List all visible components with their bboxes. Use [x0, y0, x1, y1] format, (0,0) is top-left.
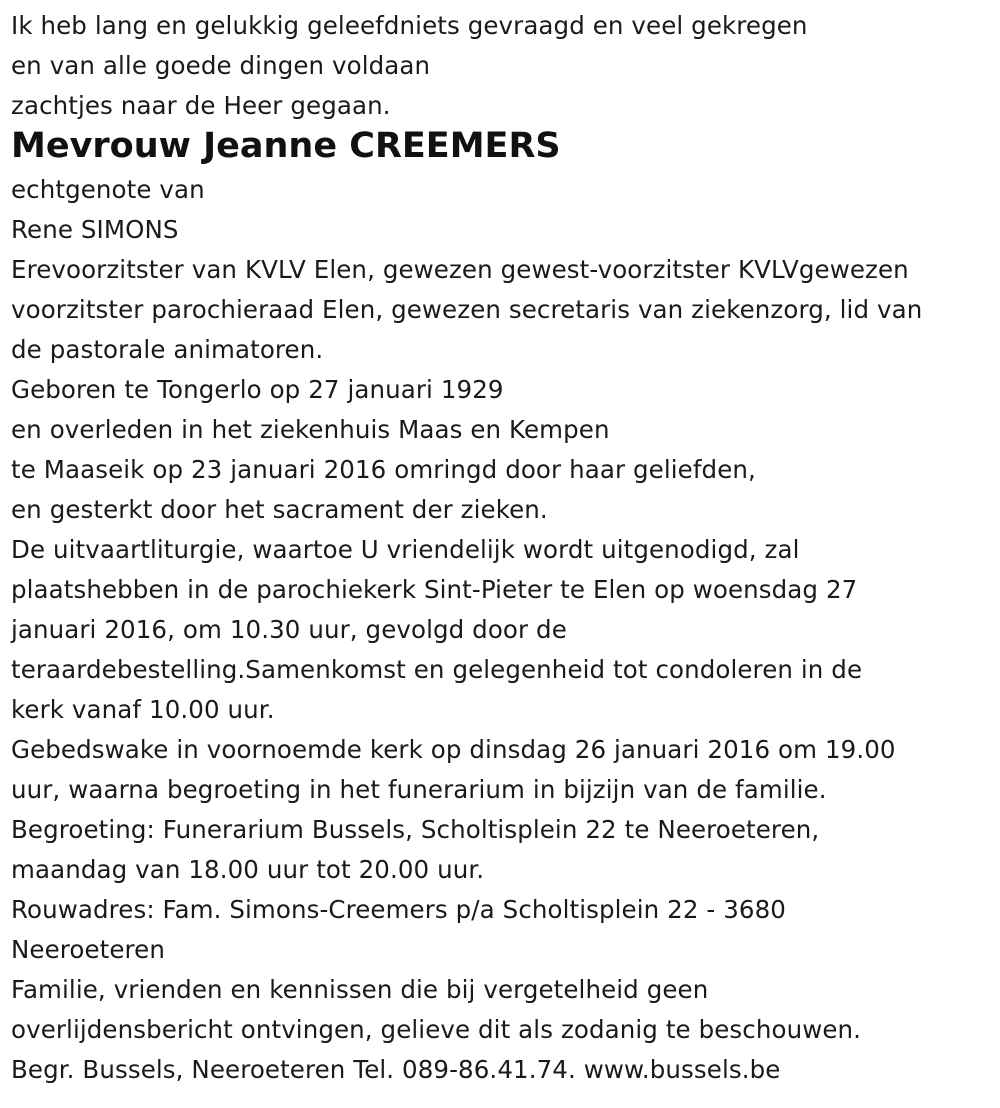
mourning-address-line: Neeroeteren — [11, 935, 165, 964]
roles-line: de pastorale animatoren. — [11, 335, 324, 364]
visitation-line: maandag van 18.00 uur tot 20.00 uur. — [11, 855, 485, 884]
verse-line: zachtjes naar de Heer gegaan. — [11, 91, 391, 120]
roles-line: voorzitster parochieraad Elen, gewezen secretaris van ziekenzorg, lid van — [11, 295, 923, 324]
undertaker-contact: Begr. Bussels, Neeroeteren Tel. 089-86.41.74. www.bussels.be — [11, 1055, 781, 1084]
spouse-name: Rene SIMONS — [11, 215, 179, 244]
funeral-line: kerk vanaf 10.00 uur. — [11, 695, 275, 724]
family-note-line: overlijdensbericht ontvingen, gelieve dit als zodanig te beschouwen. — [11, 1015, 862, 1044]
notice-body — [11, 170, 991, 1090]
funeral-line: De uitvaartliturgie, waartoe U vriendelijk wordt uitgenodigd, zal — [11, 535, 800, 564]
opening-verse — [11, 6, 991, 126]
spouse-label: echtgenote van — [11, 175, 205, 204]
family-note-line: Familie, vrienden en kennissen die bij vergetelheid geen — [11, 975, 709, 1004]
wake-line: Gebedswake in voornoemde kerk op dinsdag 26 januari 2016 om 19.00 — [11, 735, 896, 764]
wake-line: uur, waarna begroeting in het funerarium in bijzijn van de familie. — [11, 775, 827, 804]
mourning-address-line: Rouwadres: Fam. Simons-Creemers p/a Scholtisplein 22 - 3680 — [11, 895, 786, 924]
funeral-line: plaatshebben in de parochiekerk Sint-Pieter te Elen op woensdag 27 — [11, 575, 858, 604]
death-notice — [11, 6, 991, 1090]
death-line: te Maaseik op 23 januari 2016 omringd door haar geliefden, — [11, 455, 756, 484]
funeral-line: teraardebestelling.Samenkomst en gelegenheid tot condoleren in de — [11, 655, 863, 684]
verse-line: en van alle goede dingen voldaan — [11, 51, 431, 80]
verse-line: Ik heb lang en gelukkig geleefdniets gevraagd en veel gekregen — [11, 11, 808, 40]
death-line: en overleden in het ziekenhuis Maas en Kempen — [11, 415, 610, 444]
birth-line: Geboren te Tongerlo op 27 januari 1929 — [11, 375, 504, 404]
funeral-line: januari 2016, om 10.30 uur, gevolgd door de — [11, 615, 567, 644]
deceased-name: Mevrouw Jeanne CREEMERS — [11, 126, 561, 166]
visitation-line: Begroeting: Funerarium Bussels, Scholtisplein 22 te Neeroeteren, — [11, 815, 820, 844]
death-line: en gesterkt door het sacrament der zieken. — [11, 495, 548, 524]
roles-line: Erevoorzitster van KVLV Elen, gewezen gewest-voorzitster KVLVgewezen — [11, 255, 909, 284]
